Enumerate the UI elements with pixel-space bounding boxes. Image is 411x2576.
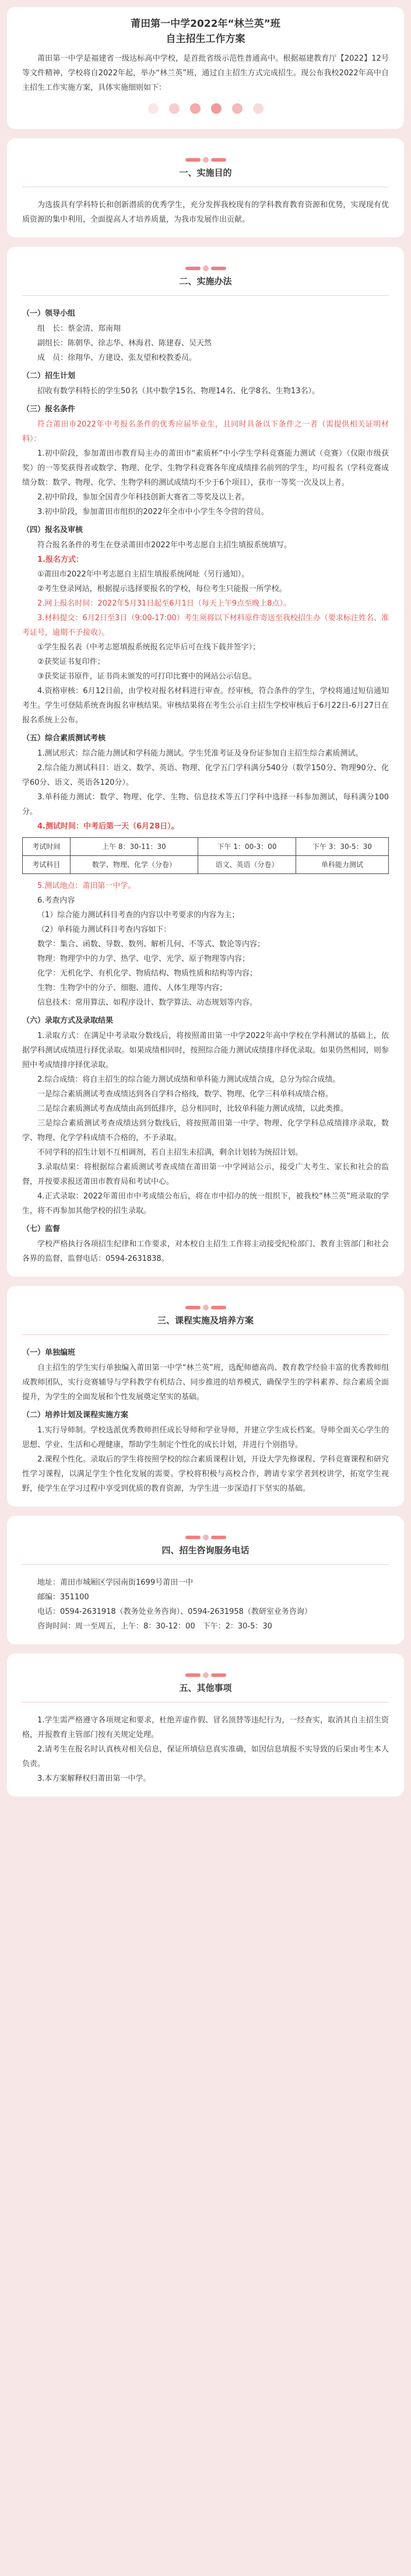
step-3c: ③获奖证书原件，证书尚未颁发的可打印比赛中的网站公示信息。 — [37, 672, 257, 681]
sub-heading-supervision: （七）监督 — [22, 1225, 61, 1233]
content-6: 生物：生物学中的分子、细胞、遗传、人体生理等内容； — [37, 984, 227, 992]
section-1-card — [7, 138, 404, 237]
sub-heading-leadership: （一）领导小组 — [22, 309, 76, 318]
section-decoration — [185, 1535, 226, 1540]
dot-2 — [169, 103, 180, 114]
supervision-paragraph: 学校严格执行各项招生纪律和工作要求，对本校自主招生工作将主动接受纪检部门、教育主管部门和社会各界的监督，监督电话：0594-2631838。 — [22, 1240, 389, 1263]
section-4-header — [22, 1535, 389, 1565]
dot-3 — [190, 103, 201, 114]
section-1-header — [22, 157, 389, 187]
sub-heading-training: （二）培养计划及课程实施方案 — [22, 1411, 129, 1420]
other-2: 2.请考生在报名时认真核对相关信息，保证所填信息真实准确，如因信息填报不实导致的后果由考生本人负责。 — [22, 1745, 389, 1768]
sub-heading-registration: （四）报名及审核 — [22, 526, 83, 534]
other-3: 3.本方案解释权归莆田第一中学。 — [37, 1774, 151, 1783]
section-decoration — [185, 157, 226, 163]
section-5-title: 五、其他事项 — [179, 1683, 232, 1693]
page-title: 莆田第一中学2022年“林兰英”班 — [131, 18, 280, 30]
test-3: 3.单科能力测试：数学、物理、化学、生物、信息技术等五门学科中选择一科参加测试，每科满分100分。 — [22, 793, 389, 816]
condition-3: 3.初中阶段，参加莆田市组织的2022年全市中小学生冬令营的营员。 — [37, 508, 269, 516]
dot-6 — [253, 103, 264, 114]
content-3: 数学：集合、函数、导数、数列、解析几何、不等式、数论等内容； — [37, 940, 265, 949]
section-3-header — [22, 1305, 389, 1335]
table-row — [23, 838, 389, 856]
section-3-card — [7, 1286, 404, 1507]
title-card — [7, 7, 404, 129]
plan-paragraph: 招收有数学科特长的学生50名（其中数学15名、物理14名、化学8名、生物13名）。 — [37, 387, 319, 396]
training-1: 1.实行导师制。学校选派优秀教师担任成长导师和学业导师，并建立学生成长档案。导师全面关心学生的思想、学业、生活和心理健康，帮助学生制定个性化的成长计划，并进行个别指导。 — [22, 1426, 389, 1449]
table-row — [23, 856, 389, 874]
admission-4: 二是综合素质测试考查成绩由高到低排序，总分相同时，比较单科能力测试成绩，以此类推。 — [37, 1105, 349, 1113]
step-2: 2.网上报名时间：2022年5月31日起至6月1日（每天上午9点至晚上8点）。 — [37, 599, 291, 608]
content-7: 信息技术：常用算法、如程序设计、数学算法、动态规划等内容。 — [37, 998, 258, 1007]
table-cell: 下午 3：30-5：30 — [296, 838, 388, 856]
table-cell: 单科能力测试 — [296, 856, 388, 874]
step-1-title: 1.报名方式： — [37, 555, 83, 564]
admission-5: 三是综合素质测试考查成绩达到分数线后，将按照莆田第一中学、物理、化学学科总成绩排序录取，数学、物理、化学学科成绩不合格的，不予录取。 — [22, 1119, 389, 1142]
training-2: 2.课程个性化。录取后的学生将按照学校的综合素质课程计划，开设大学先修课程、学科竞赛课程和研究性学习课程，以满足学生个性化发展的需要。学校将积极与高校合作，聘请专家学者到校讲学，拓宽学生视野，使学生在学习过程中享受到优质的教育资源，为学生进一步深造打下坚实的基础。 — [22, 1455, 389, 1493]
admission-2: 2.综合成绩：将自主招生的综合能力测试成绩和单科能力测试成绩合成，总分为综合成绩。 — [37, 1075, 340, 1084]
sub-heading-test: （五）综合素质测试考核 — [22, 734, 106, 743]
sub-heading-admission: （六）录取方式及录取结果 — [22, 1016, 114, 1025]
contact-zip: 邮编：351100 — [37, 1593, 89, 1602]
deputy-line: 副组长：陈朝华、徐志华、林海君、陈建春、吴天然 — [37, 339, 212, 348]
section-4-card — [7, 1516, 404, 1644]
test-4: 4.测试时间：中考后第一天（6月28日）。 — [37, 822, 179, 831]
decorative-dots — [22, 103, 389, 114]
other-1: 1.学生需严格遵守各项规定和要求，杜绝弄虚作假、冒名顶替等违纪行为，一经查实，取消其自主招生资格，并报教育主管部门按有关规定处理。 — [22, 1716, 389, 1739]
section-decoration — [185, 1305, 226, 1310]
registration-intro: 符合报名条件的考生在登录莆田市2022年中考志愿自主招生填报系统填写。 — [37, 541, 292, 550]
section-1-title: 一、实施目的 — [179, 167, 232, 178]
step-1a: ①莆田市2022年中考志愿自主招生填报系统网址（另行通知）。 — [37, 570, 250, 579]
section-2-title: 二、实施办法 — [179, 276, 232, 286]
table-cell: 数学、物理、化学（分卷） — [70, 856, 198, 874]
condition-1: 1.初中阶段，参加莆田市教育局主办的莆田市“素质杯”中小学生学科竞赛能力测试（竞赛）（仅限市级获奖）的一等奖获得者或数学、物理、化学、生物学科竞赛各年度成绩排名前列的学生，均可报名（学科竞赛成绩分数：数学、物理、化学、生物学科的测试成绩均不少于6个项目），获市一等奖一次及以上者。 — [22, 449, 389, 487]
test-2: 2.综合能力测试科目：语文、数学、英语、物理、化学五门学科满分540分（数学150分、物理90分、化学60分、语文、英语各120分）。 — [22, 764, 389, 787]
table-cell: 语文、英语（分卷） — [198, 856, 296, 874]
test-6: 6.考查内容 — [37, 896, 75, 905]
table-cell: 考试科目 — [23, 856, 71, 874]
table-cell: 上午 8：30-11：30 — [70, 838, 198, 856]
admission-1: 1.录取方式：在满足中考录取分数线后，将按照莆田第一中学2022年高中学校在学科测试的基础上，依据学科测试成绩进行择优录取。如果成绩相同时，按照综合能力测试成绩排序择优录取。如果仍然相同，则参照中考成绩排序择优录取。 — [22, 1032, 389, 1069]
contact-hours: 咨询时间：周一至周五，上午：8：30-12：00 下午：2：30-5：30 — [37, 1622, 272, 1631]
test-1: 1.测试形式：综合能力测试和学科能力测试。学生凭准考证及身份证参加自主招生综合素质测试。 — [37, 749, 363, 758]
divider — [22, 295, 389, 296]
leader-line: 组 长：蔡金清、郑南翔 — [37, 324, 121, 333]
step-3b: ②获奖证书复印件； — [37, 658, 105, 666]
step-3a: ①学生报名表（中考志愿填报系统报名完毕后可在线下载并签字）； — [37, 643, 261, 652]
step-3: 3.材料提交：6月2日至3日（9:00-17:00）考生须将以下材料原件寄送至我校招生办（要求标注姓名、准考证号，逾期不予接收）。 — [22, 614, 389, 637]
conditions-highlight: 符合莆田市2022年中考报名条件的优秀应届毕业生，且同时具备以下条件之一者（需提供相关证明材料）： — [22, 420, 389, 443]
divider — [22, 1702, 389, 1703]
member-line: 成 员：徐翔华、方建设、张友望和校教委员。 — [37, 354, 197, 362]
contact-address: 地址：莆田市城厢区学园南街1699号莆田一中 — [37, 1578, 194, 1587]
sub-heading-class: （一）单独编班 — [22, 1348, 76, 1357]
exam-schedule-table — [22, 837, 389, 874]
table-cell: 下午 1：00-3：00 — [198, 838, 296, 856]
sub-heading-conditions: （三）报名条件 — [22, 405, 76, 414]
divider — [22, 1334, 389, 1335]
section-2-header — [22, 265, 389, 296]
contact-phone[interactable]: 电话：0594-2631918（教务处业务咨询）、0594-2631958（教研室业务咨询） — [37, 1607, 312, 1616]
section-5-card — [7, 1654, 404, 1796]
step-4: 4.资格审核：6月12日前，由学校对报名材料进行审查。经审核，符合条件的学生，学校将通过短信通知考生。学生可登陆系统查询报名审核结果。审核结果将在考生公示自主招生学校审核后于6月22日-6月27日在报名系统上公布。 — [22, 687, 389, 725]
content-1: （1）综合能力测试科目考查的内容以中考要求的内容为主； — [37, 911, 240, 920]
admission-6: 不同学科的招生计划不互相调剂，若自主招生未招满，剩余计划转为统招计划。 — [37, 1148, 303, 1157]
dot-5 — [232, 103, 243, 114]
admission-8: 4.正式录取：2022年莆田市中考成绩公布后，将在市中招办的统一组织下，被我校“林兰英”班录取的学生，将不再参加其他学校的招生录取。 — [22, 1192, 389, 1215]
section-3-title: 三、课程实施及培养方案 — [157, 1315, 254, 1326]
admission-3: 一是综合素质测试考查成绩达到各自学科合格线，数学、物理、化学三科单科成绩合格。 — [37, 1090, 333, 1099]
table-cell: 考试时间 — [23, 838, 71, 856]
sub-heading-plan: （二）招生计划 — [22, 372, 76, 380]
class-paragraph: 自主招生的学生实行单独编入莆田第一中学“林兰英”班，选配师德高尚、教育教学经验丰富的优秀教师组成教师团队，实行竞赛辅导与学科教学有机结合、同步推进的培养模式，确保学生的学科素养、综合素质全面提升，为学生的全面发展和个性发展奠定坚实的基础。 — [22, 1364, 389, 1401]
content-2: （2）单科能力测试科目考查内容如下： — [37, 925, 171, 934]
content-4: 物理：物理学中的力学、热学、电学、光学、原子物理等内容； — [37, 955, 250, 963]
section-decoration — [185, 1672, 226, 1678]
condition-2: 2.初中阶段，参加全国青少年科技创新大赛省二等奖及以上者。 — [37, 493, 250, 502]
section-decoration — [185, 265, 226, 271]
dot-4 — [211, 103, 222, 114]
section-2-card — [7, 247, 404, 1277]
step-1b: ②考生登录网站，根据提示选择要报名的学校，每位考生只能报一所学校。 — [37, 585, 287, 593]
intro-paragraph: 莆田第一中学是福建省一级达标高中学校，是首批省级示范性普通高中。根据福建教育厅【2022】12号等文件精神，学校将自2022年起，举办“林兰英”班，通过自主招生方式完成招生。现公布我校2022年高中自主招生工作实施方案，具体实施细则如下： — [22, 54, 389, 92]
test-5: 5.测试地点：莆田第一中学。 — [37, 882, 136, 890]
dot-1 — [148, 103, 159, 114]
section-4-title: 四、招生咨询服务电话 — [161, 1545, 250, 1556]
section-1-paragraph: 为选拔具有学科特长和创新潜质的优秀学生，充分发挥我校现有的学科教育教育资源和优势，实现现有优质资源的集中利用，全面提高人才培养质量，为我市发展作出贡献。 — [22, 201, 389, 224]
section-5-header — [22, 1672, 389, 1703]
content-5: 化学：无机化学、有机化学、物质结构、物质性质和结构等内容； — [37, 969, 258, 978]
divider — [22, 1564, 389, 1565]
page-subtitle: 自主招生工作方案 — [166, 33, 245, 45]
admission-7: 3.录取结果：将根据综合素质测试考查成绩在莆田第一中学网站公示，接受广大考生、家长和社会的监督，并按要求报送莆田市教育局和考试中心。 — [22, 1163, 389, 1186]
